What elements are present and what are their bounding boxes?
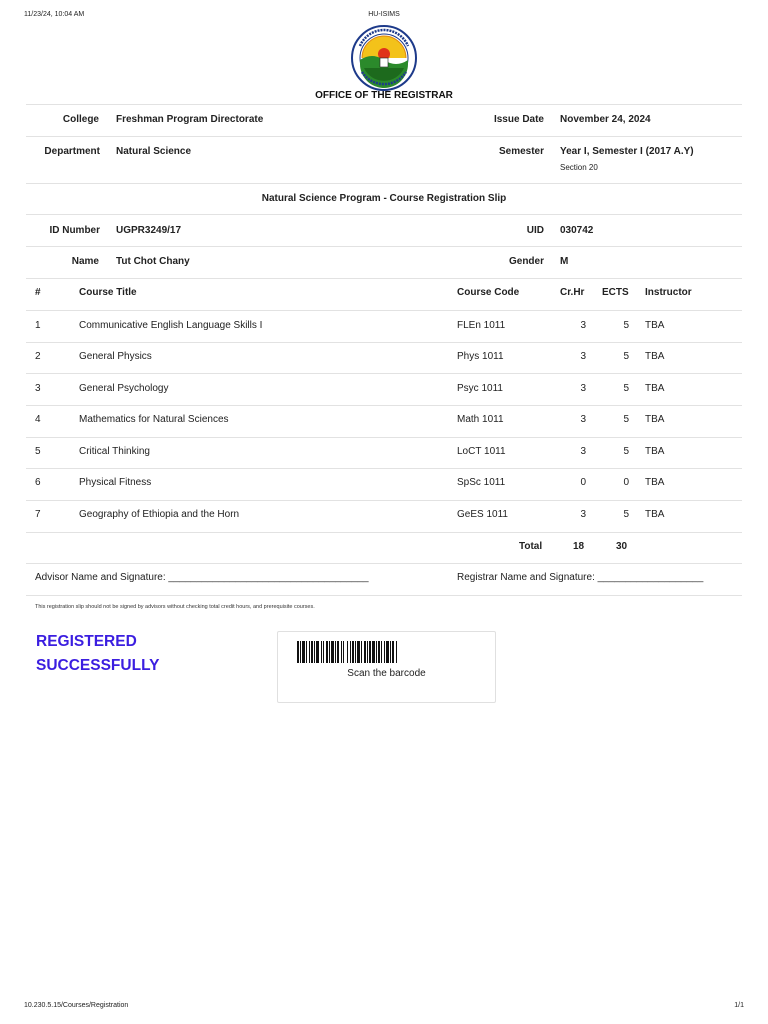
course-code: Math 1011 — [457, 414, 504, 425]
issue-date-value: November 24, 2024 — [560, 114, 651, 125]
barcode-bar — [321, 641, 322, 663]
divider — [26, 183, 742, 184]
barcode-bar — [361, 641, 362, 663]
course-code: GeES 1011 — [457, 509, 508, 520]
barcode-bar — [352, 641, 354, 663]
ects: 5 — [623, 446, 629, 457]
total-label: Total — [519, 541, 543, 552]
course-title: General Psychology — [79, 383, 169, 394]
credit-hours: 3 — [580, 351, 586, 362]
table-row — [26, 405, 742, 436]
id-number-label: ID Number — [49, 225, 100, 236]
ects: 5 — [623, 509, 629, 520]
course-title: General Physics — [79, 351, 152, 362]
barcode-bar — [372, 641, 375, 663]
barcode-bar — [341, 641, 342, 663]
course-code: Psyc 1011 — [457, 383, 503, 394]
row-number: 3 — [35, 383, 41, 394]
barcode-icon — [297, 641, 477, 663]
divider — [26, 532, 742, 533]
print-header — [24, 11, 744, 21]
barcode-bar — [337, 641, 339, 663]
status-line-2: SUCCESSFULLY — [36, 657, 160, 674]
barcode-bar — [369, 641, 371, 663]
instructor: TBA — [645, 351, 665, 362]
divider — [26, 278, 742, 279]
name-label: Name — [71, 256, 99, 267]
row-number: 2 — [35, 351, 41, 362]
name-value: Tut Chot Chany — [116, 256, 190, 267]
course-title: Physical Fitness — [79, 477, 152, 488]
col-header-credit-hours: Cr.Hr — [560, 287, 585, 298]
divider — [26, 595, 742, 596]
barcode-bar — [376, 641, 377, 663]
row-number: 1 — [35, 320, 41, 331]
section-value: Section 20 — [560, 163, 598, 172]
office-title: OFFICE OF THE REGISTRAR — [315, 90, 453, 101]
print-page-number: 1/1 — [734, 1002, 744, 1009]
barcode-bar — [297, 641, 299, 663]
gender-label: Gender — [508, 256, 544, 267]
department-value: Natural Science — [116, 146, 192, 157]
slip-title: Natural Science Program - Course Registration Slip — [261, 193, 507, 204]
divider — [26, 104, 742, 105]
credit-hours: 3 — [580, 414, 586, 425]
credit-hours: 3 — [580, 383, 586, 394]
barcode-bar — [381, 641, 382, 663]
table-row — [26, 311, 742, 342]
barcode-bar — [386, 641, 389, 663]
barcode-bar — [302, 641, 305, 663]
barcode-bar — [378, 641, 380, 663]
barcode-bar — [357, 641, 360, 663]
advisory-note: This registration slip should not be signed by advisors without checking total credit hours, and prerequisite courses. — [35, 604, 315, 610]
ects: 5 — [623, 414, 629, 425]
col-header-ects: ECTS — [602, 287, 629, 298]
barcode-bar — [314, 641, 315, 663]
credit-hours: 3 — [580, 509, 586, 520]
course-code: LoCT 1011 — [457, 446, 506, 457]
col-header-instructor: Instructor — [645, 287, 692, 298]
ects: 0 — [623, 477, 629, 488]
barcode-bar — [355, 641, 356, 663]
total-credit-hours: 18 — [573, 541, 585, 552]
advisor-signature-line: Advisor Name and Signature: ____________________________________ — [35, 572, 369, 583]
barcode-bar — [367, 641, 368, 663]
col-header-course-code: Course Code — [457, 287, 520, 298]
course-title: Geography of Ethiopia and the Horn — [79, 509, 240, 520]
print-title: HU-ISIMS — [368, 11, 400, 18]
table-row — [26, 374, 742, 405]
col-header-course-title: Course Title — [79, 287, 137, 298]
barcode-bar — [331, 641, 334, 663]
instructor: TBA — [645, 414, 665, 425]
instructor: TBA — [645, 477, 665, 488]
table-row — [26, 342, 742, 373]
instructor: TBA — [645, 446, 665, 457]
col-header-number: # — [35, 287, 41, 298]
college-label: College — [62, 114, 99, 125]
course-code: SpSc 1011 — [457, 477, 506, 488]
row-number: 7 — [35, 509, 41, 520]
registration-status — [36, 630, 216, 678]
divider — [26, 214, 742, 215]
registrar-signature-line: Registrar Name and Signature: ___________________ — [457, 572, 704, 583]
uid-value: 030742 — [560, 225, 594, 236]
ects: 5 — [623, 351, 629, 362]
university-seal-icon — [350, 24, 418, 92]
barcode-bar — [347, 641, 348, 663]
course-title: Critical Thinking — [79, 446, 150, 457]
college-value: Freshman Program Directorate — [116, 114, 264, 125]
row-number: 6 — [35, 477, 41, 488]
credit-hours: 0 — [580, 477, 586, 488]
total-ects: 30 — [616, 541, 628, 552]
instructor: TBA — [645, 383, 665, 394]
divider — [26, 246, 742, 247]
barcode-bar — [316, 641, 319, 663]
credit-hours: 3 — [580, 446, 586, 457]
barcode-bar — [350, 641, 351, 663]
barcode-bar — [306, 641, 307, 663]
table-row — [26, 437, 742, 468]
barcode-bar — [392, 641, 394, 663]
semester-label: Semester — [498, 146, 544, 157]
barcode-bar — [323, 641, 324, 663]
barcode-bar — [396, 641, 397, 663]
course-title: Communicative English Language Skills I — [79, 320, 263, 331]
divider — [26, 136, 742, 137]
uid-label: UID — [526, 225, 544, 236]
print-url: 10.230.5.15/Courses/Registration — [24, 1002, 129, 1009]
barcode-caption: Scan the barcode — [347, 668, 426, 679]
gender-value: M — [560, 256, 569, 267]
barcode-bar — [309, 641, 310, 663]
row-number: 4 — [35, 414, 41, 425]
ects: 5 — [623, 320, 629, 331]
print-datetime: 11/23/24, 10:04 AM — [24, 11, 85, 18]
barcode-bar — [364, 641, 366, 663]
divider — [26, 563, 742, 564]
course-code: FLEn 1011 — [457, 320, 506, 331]
row-number: 5 — [35, 446, 41, 457]
ects: 5 — [623, 383, 629, 394]
course-code: Phys 1011 — [457, 351, 504, 362]
table-row — [26, 468, 742, 499]
status-line-1: REGISTERED — [36, 633, 137, 650]
credit-hours: 3 — [580, 320, 586, 331]
barcode-bar — [329, 641, 330, 663]
issue-date-label: Issue Date — [493, 114, 544, 125]
barcode-bar — [343, 641, 344, 663]
barcode-bar — [335, 641, 336, 663]
barcode-bar — [390, 641, 391, 663]
instructor: TBA — [645, 509, 665, 520]
barcode-bar — [300, 641, 301, 663]
instructor: TBA — [645, 320, 665, 331]
barcode-bar — [311, 641, 313, 663]
barcode-panel — [277, 631, 496, 703]
department-label: Department — [44, 146, 100, 157]
barcode-bar — [384, 641, 385, 663]
semester-value: Year I, Semester I (2017 A.Y) — [560, 146, 694, 157]
id-number-value: UGPR3249/17 — [116, 225, 182, 236]
table-row — [26, 500, 742, 531]
barcode-bar — [326, 641, 328, 663]
course-title: Mathematics for Natural Sciences — [79, 414, 229, 425]
